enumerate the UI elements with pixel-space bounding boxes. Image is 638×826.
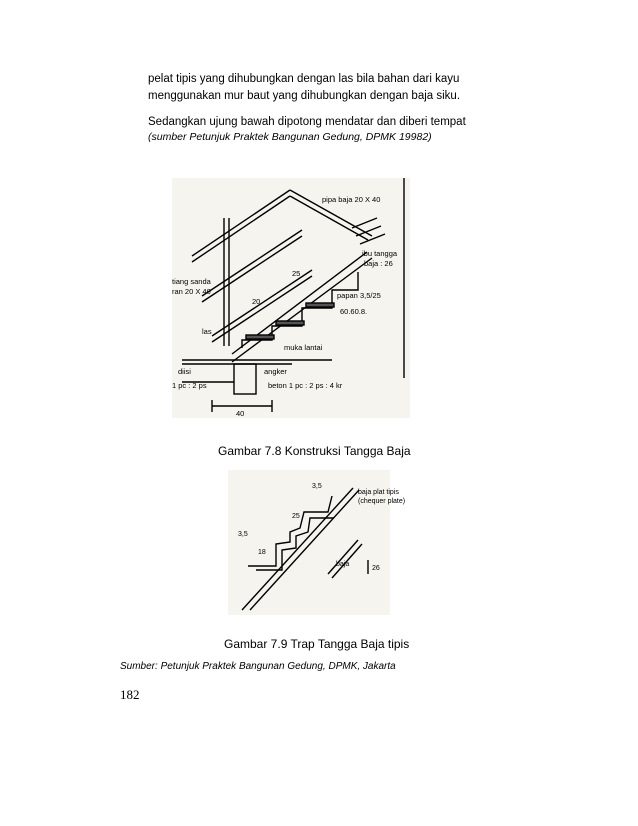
label-thick-35-top: 3,5	[312, 483, 322, 490]
label-angker: angker	[264, 367, 287, 376]
label-las: las	[202, 327, 212, 336]
figure-steel-stair-construction	[172, 178, 410, 418]
label-dim-40: 40	[236, 409, 245, 418]
paragraph-line: pelat tipis yang dihubungkan dengan las bila bahan dari kayu	[148, 73, 460, 85]
source-citation: (sumber Petunjuk Praktek Bangunan Gedung, DPMK 19982)	[148, 131, 432, 143]
label-plat: baja plat tipis	[358, 489, 399, 496]
label-dim-25: 25	[292, 269, 301, 278]
stair-section-drawing	[172, 178, 410, 418]
label-rise-18: 18	[258, 549, 266, 556]
figure-caption: Gambar 7.9 Trap Tangga Baja tipis	[224, 637, 410, 651]
label-thick-35-left: 3,5	[238, 531, 248, 538]
figure-thin-steel-step	[228, 470, 406, 615]
label-pipa: pipa baja 20 X 40	[322, 195, 381, 204]
label-26: 26	[372, 565, 380, 572]
label-siku: 60.60.8.	[340, 307, 368, 316]
label-mix: 1 pc : 2 ps	[172, 381, 207, 390]
label-papan: papan 3,5/25	[337, 291, 381, 300]
label-ibu-tangga: ibu tangga	[362, 249, 398, 258]
label-tread-25: 25	[292, 513, 300, 520]
label-diisi: diisi	[178, 367, 191, 376]
figure-caption: Gambar 7.8 Konstruksi Tangga Baja	[218, 444, 411, 458]
label-muka-lantai: muka lantai	[284, 343, 323, 352]
label-dim-20: 20	[252, 297, 261, 306]
label-tiang-sandaran: tiang sanda	[172, 277, 211, 286]
label-tiang-size: ran 20 X 40	[172, 287, 211, 296]
paragraph: Sedangkan ujung bawah dipotong mendatar dan diberi tempat	[148, 116, 466, 128]
label-chequer: (chequer plate)	[358, 498, 406, 505]
label-beton: beton 1 pc : 2 ps : 4 kr	[268, 381, 343, 390]
label-baja: baja	[336, 561, 350, 568]
step-detail-drawing	[228, 470, 406, 615]
page-number: 182	[120, 687, 140, 702]
paragraph-continuation	[148, 71, 498, 105]
figure-source: Sumber: Petunjuk Praktek Bangunan Gedung, DPMK, Jakarta	[120, 661, 396, 672]
paragraph-line: menggunakan mur baut yang dihubungkan dengan baja siku.	[148, 90, 461, 102]
label-ibu-baja: baja : 26	[364, 259, 393, 268]
